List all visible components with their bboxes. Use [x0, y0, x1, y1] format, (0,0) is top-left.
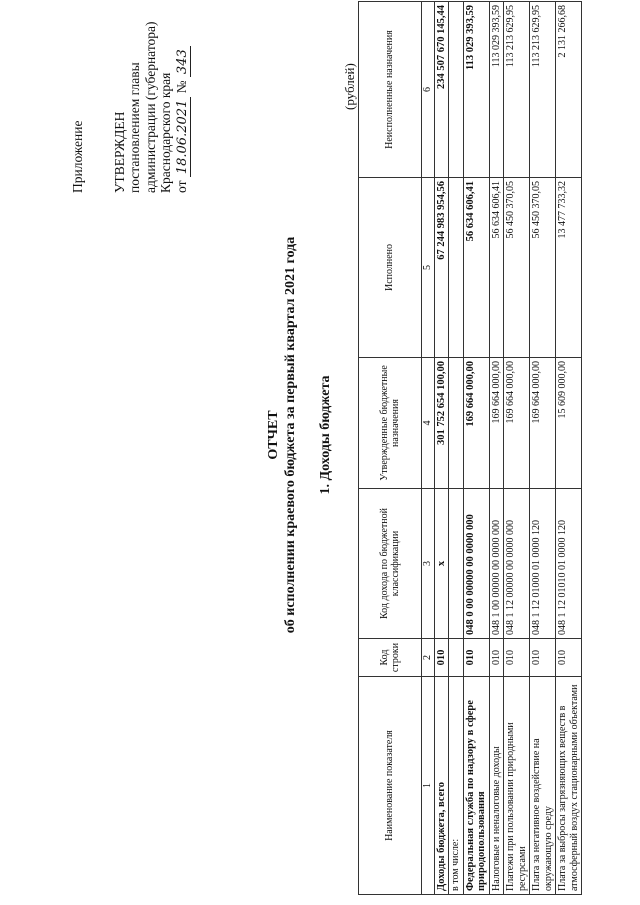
column-number: 2	[422, 639, 435, 677]
column-number-row	[422, 2, 435, 895]
row-executed: 67 244 983 954,56	[434, 178, 449, 358]
column-number: 4	[422, 358, 435, 489]
number-prefix: №	[173, 80, 189, 94]
column-number: 5	[422, 178, 435, 358]
row-approved: 169 664 000,00	[489, 358, 504, 489]
row-line	[449, 639, 464, 677]
row-unexecuted: 2 131 266,68	[556, 2, 582, 178]
row-name: Плата за негативное воздействие на окружающую среду	[530, 677, 556, 895]
row-code: 048 1 12 01000 01 0000 120	[530, 489, 556, 639]
row-code: 048 1 12 00000 00 0000 000	[504, 489, 530, 639]
column-number: 3	[422, 489, 435, 639]
row-approved: 169 664 000,00	[504, 358, 530, 489]
approval-date: 18.06.2021	[175, 97, 191, 177]
table-row	[489, 2, 504, 895]
row-code: x	[434, 489, 449, 639]
report-title-sub: об исполнении краевого бюджета за первый квартал 2021 года	[283, 236, 298, 634]
row-unexecuted: 113 213 629,95	[504, 2, 530, 178]
row-approved: 169 664 000,00	[530, 358, 556, 489]
row-unexecuted: 113 029 393,59	[463, 2, 489, 178]
table-row	[449, 2, 464, 895]
row-line: 010	[530, 639, 556, 677]
header-approved: Утвержденные бюджетные назначения	[359, 358, 422, 489]
header-income-code: Код дохода по бюджетной классификации	[359, 489, 422, 639]
approval-date-line	[174, 3, 191, 193]
row-code: 048 1 12 01010 01 0000 120	[556, 489, 582, 639]
row-name: в том числе:	[449, 677, 464, 895]
table-row	[556, 2, 582, 895]
report-title	[265, 85, 299, 785]
approval-number: 343	[175, 46, 191, 77]
table-row	[504, 2, 530, 895]
row-executed: 13 477 733,32	[556, 178, 582, 358]
column-number: 1	[422, 677, 435, 895]
approval-line-3: Краснодарского края	[158, 72, 173, 193]
row-code	[449, 489, 464, 639]
approved-label: УТВЕРЖДЕН	[111, 111, 127, 193]
row-name: Платежи при пользовании природными ресурсами	[504, 677, 530, 895]
row-code: 048 1 00 00000 00 0000 000	[489, 489, 504, 639]
header-line-code: Код строки	[359, 639, 422, 677]
row-executed: 56 450 370,05	[504, 178, 530, 358]
row-name: Плата за выбросы загрязняющих веществ в атмосферный воздух стационарными объектами	[556, 677, 582, 895]
approval-stamp	[70, 3, 190, 193]
row-approved: 169 664 000,00	[463, 358, 489, 489]
row-approved: 301 752 654 100,00	[434, 358, 449, 489]
header-executed: Исполнено	[359, 178, 422, 358]
row-executed	[449, 178, 464, 358]
table-row	[463, 2, 489, 895]
row-executed: 56 634 606,41	[489, 178, 504, 358]
row-line: 010	[463, 639, 489, 677]
header-indicator-name: Наименование показателя	[359, 677, 422, 895]
revenue-table	[358, 1, 582, 895]
row-name: Доходы бюджета, всего	[434, 677, 449, 895]
date-prefix: от	[173, 180, 189, 193]
table-header-row	[359, 2, 422, 895]
row-executed: 56 634 606,41	[463, 178, 489, 358]
row-line: 010	[504, 639, 530, 677]
appendix-label: Приложение	[70, 120, 85, 193]
row-approved	[449, 358, 464, 489]
row-approved: 15 609 000,00	[556, 358, 582, 489]
report-title-main: ОТЧЕТ	[266, 410, 281, 460]
row-unexecuted: 113 213 629,95	[530, 2, 556, 178]
approval-line-1: постановлением главы	[127, 62, 142, 193]
row-unexecuted: 113 029 393,59	[489, 2, 504, 178]
row-code: 048 0 00 00000 00 0000 000	[463, 489, 489, 639]
row-line: 010	[434, 639, 449, 677]
units-label: (рублей)	[342, 63, 357, 110]
section-title: 1. Доходы бюджета	[318, 375, 333, 495]
row-unexecuted: 234 507 670 145,44	[434, 2, 449, 178]
row-name: Федеральная служба по надзору в сфере природопользования	[463, 677, 489, 895]
table-row	[530, 2, 556, 895]
row-line: 010	[556, 639, 582, 677]
header-unexecuted: Неисполненные назначения	[359, 2, 422, 178]
column-number: 6	[422, 2, 435, 178]
table-row	[434, 2, 449, 895]
row-name: Налоговые и неналоговые доходы	[489, 677, 504, 895]
approval-line-2: администрации (губернатора)	[142, 21, 158, 193]
row-line: 010	[489, 639, 504, 677]
row-unexecuted	[449, 2, 464, 178]
row-executed: 56 450 370,05	[530, 178, 556, 358]
